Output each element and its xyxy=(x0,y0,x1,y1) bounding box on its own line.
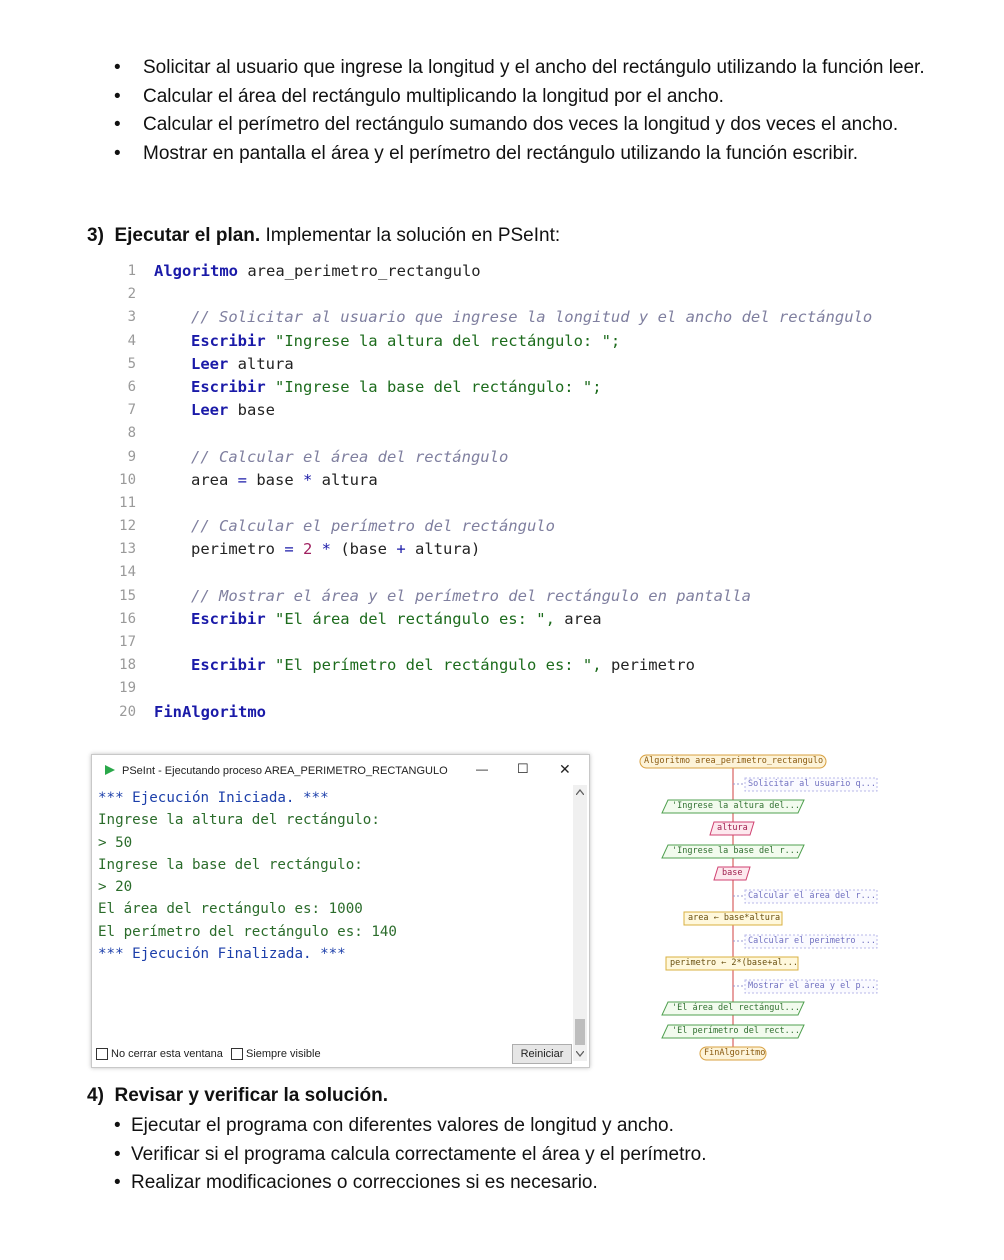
minimize-icon[interactable]: — xyxy=(476,762,488,776)
flow-input-node: altura xyxy=(717,823,748,833)
step-title: Revisar y verificar la solución. xyxy=(114,1085,388,1106)
close-icon[interactable]: ✕ xyxy=(559,761,571,777)
step-3-heading xyxy=(87,225,560,247)
code-line: 2 xyxy=(127,286,136,303)
flow-comment-node: Solicitar al usuario q... xyxy=(748,779,876,789)
scroll-up-icon[interactable] xyxy=(576,789,584,795)
flow-comment-node: Calcular el área del r... xyxy=(748,891,876,901)
flow-end-node: FinAlgoritmo xyxy=(704,1048,766,1058)
console-scrollbar[interactable] xyxy=(573,785,587,1061)
list-item: • Calcular el área del rectángulo multiplicando la longitud por el ancho. xyxy=(112,83,942,112)
bullet-icon: • xyxy=(114,1115,121,1136)
window-footer xyxy=(92,1043,573,1067)
list-item: • Verificar si el programa calcula correctamente el área y el perímetro. xyxy=(112,1141,942,1170)
list-item: • Mostrar en pantalla el área y el perímetro del rectángulo utilizando la función escribir. xyxy=(112,140,942,169)
scroll-down-icon[interactable] xyxy=(576,1051,584,1057)
top-bullet-list xyxy=(112,54,942,168)
code-line: 19 xyxy=(119,680,136,697)
list-item: • Realizar modificaciones o correcciones si es necesario. xyxy=(112,1169,942,1198)
bullet-icon: • xyxy=(114,85,121,107)
always-visible-label: Siempre visible xyxy=(246,1048,321,1060)
console-line: > 20 xyxy=(98,879,133,896)
code-line: 8 xyxy=(127,425,136,442)
list-item: • Ejecutar el programa con diferentes valores de longitud y ancho. xyxy=(112,1112,942,1141)
code-line: 20 FinAlgoritmo xyxy=(119,702,266,721)
console-line: > 50 xyxy=(98,834,133,851)
flow-comment-node: Calcular el perimetro ... xyxy=(748,936,876,946)
scroll-thumb[interactable] xyxy=(575,1019,585,1045)
maximize-icon[interactable]: ☐ xyxy=(517,761,529,776)
flowchart-connectors xyxy=(630,750,890,1068)
code-line: 13 perimetro = 2 * (base + altura) xyxy=(119,540,481,559)
code-line: 1 Algoritmo area_perimetro_rectangulo xyxy=(127,262,481,280)
code-listing xyxy=(110,260,910,724)
window-titlebar xyxy=(92,755,589,785)
flow-process-node: perimetro ← 2*(base+al... xyxy=(670,958,798,968)
step-number: 4) xyxy=(87,1085,104,1106)
step-number: 3) xyxy=(87,225,104,246)
code-line: 6 Escribir "Ingrese la base del rectángulo: "; xyxy=(127,377,602,396)
console-line: *** Ejecución Finalizada. *** xyxy=(98,946,346,963)
pseint-console-window xyxy=(91,754,590,1068)
console-line: *** Ejecución Iniciada. *** xyxy=(98,790,329,806)
code-line: 5 Leer altura xyxy=(127,354,294,373)
code-line: 16 Escribir "El área del rectángulo es: ", area xyxy=(119,609,602,628)
list-item: • Calcular el perímetro del rectángulo sumando dos veces la longitud y dos veces el ancho. xyxy=(112,111,942,140)
bullet-icon: • xyxy=(114,1172,121,1194)
flow-process-node: area ← base*altura xyxy=(688,913,781,923)
no-close-checkbox[interactable] xyxy=(96,1048,108,1060)
console-line: Ingrese la base del rectángulo: xyxy=(98,856,363,873)
code-line: 11 xyxy=(119,494,136,511)
code-line: 12 // Calcular el perímetro del rectángulo xyxy=(119,517,555,536)
bullet-icon: • xyxy=(114,1143,121,1165)
always-visible-checkbox[interactable] xyxy=(231,1048,243,1060)
flow-output-node: 'Ingrese la altura del... xyxy=(672,801,800,811)
flowchart-diagram xyxy=(630,750,890,1068)
restart-button[interactable]: Reiniciar xyxy=(512,1044,572,1064)
code-line: 9 // Calcular el área del rectángulo xyxy=(127,447,509,466)
bullet-icon: • xyxy=(114,114,121,136)
code-line: 4 Escribir "Ingrese la altura del rectángulo: "; xyxy=(127,331,621,350)
pseint-logo-icon xyxy=(104,764,116,776)
list-item: • Solicitar al usuario que ingrese la longitud y el ancho del rectángulo utilizando la función leer. xyxy=(112,54,942,83)
code-line: 18 Escribir "El perímetro del rectángulo es: ", perimetro xyxy=(119,656,695,675)
flow-input-node: base xyxy=(722,868,743,878)
code-line: 14 xyxy=(119,564,136,581)
window-title: PSeInt - Ejecutando proceso AREA_PERIMETRO_RECTANGULO xyxy=(122,765,448,777)
code-line: 3 // Solicitar al usuario que ingrese la longitud y el ancho del rectángulo xyxy=(127,308,873,327)
code-line: 15 // Mostrar el área y el perímetro del rectángulo en pantalla xyxy=(119,586,751,605)
flow-output-node: 'Ingrese la base del r... xyxy=(672,846,800,856)
console-output xyxy=(98,787,568,1035)
bottom-bullet-list xyxy=(112,1112,942,1198)
code-line: 17 xyxy=(119,634,136,650)
flow-comment-node: Mostrar el área y el p... xyxy=(748,981,876,991)
code-line: 10 area = base * altura xyxy=(119,470,378,489)
no-close-label: No cerrar esta ventana xyxy=(111,1048,223,1060)
console-line: Ingrese la altura del rectángulo: xyxy=(98,812,380,829)
flow-start-node: Algoritmo area_perimetro_rectangulo xyxy=(644,756,824,766)
code-line: 7 Leer base xyxy=(127,401,275,420)
bullet-icon: • xyxy=(114,142,121,164)
bullet-icon: • xyxy=(114,57,121,78)
flow-output-node: 'El perímetro del rect... xyxy=(672,1026,800,1036)
console-line: El perímetro del rectángulo es: 140 xyxy=(98,923,397,940)
step-title: Ejecutar el plan. xyxy=(114,225,261,246)
flow-output-node: 'El área del rectángul... xyxy=(672,1003,800,1013)
step-4-heading xyxy=(87,1085,388,1107)
console-line: El área del rectángulo es: 1000 xyxy=(98,901,363,918)
step-description: Implementar la solución en PSeInt: xyxy=(260,225,561,246)
